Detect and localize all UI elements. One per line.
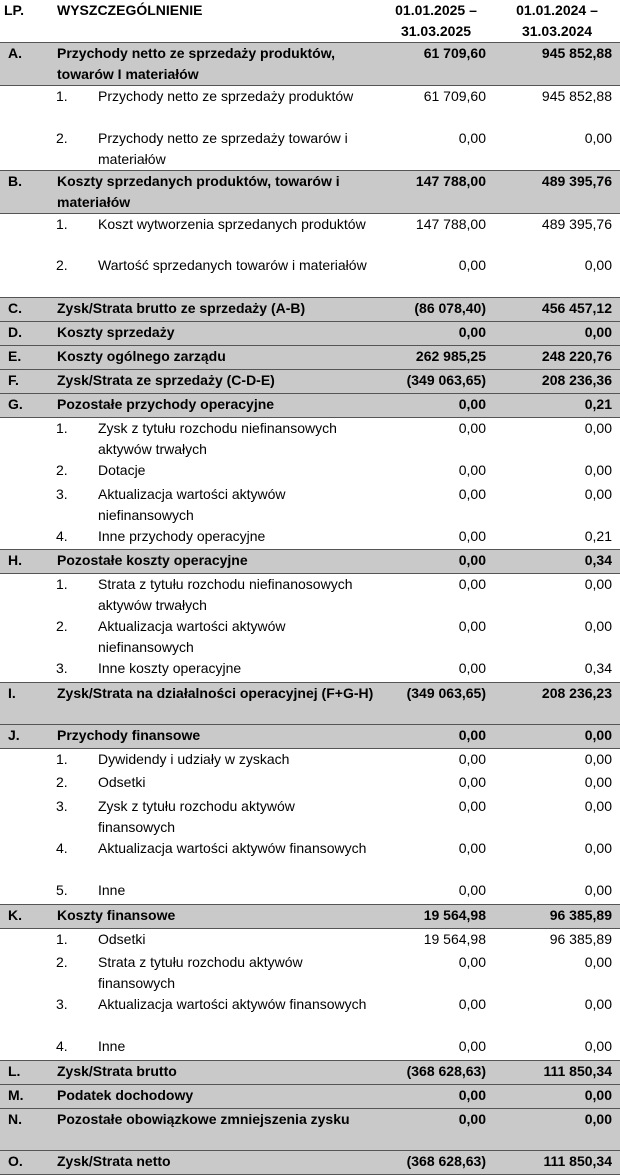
- section-row: [0, 321, 620, 345]
- row-lp: K.: [0, 904, 50, 928]
- row-description: Koszty finansowe: [50, 904, 378, 928]
- row-item-number: 3.: [56, 798, 68, 814]
- row-item-number: 1.: [56, 750, 68, 767]
- row-description: Zysk/Strata ze sprzedaży (C-D-E): [50, 369, 378, 393]
- row-description-cell: [50, 616, 378, 658]
- row-value-2024: 456 457,12: [494, 297, 620, 321]
- row-value-2024: 945 852,88: [541, 88, 612, 104]
- section-row: [0, 682, 620, 724]
- detail-row: [0, 952, 620, 994]
- row-description-cell: [50, 86, 378, 128]
- row-value-2024: 0,00: [584, 996, 612, 1012]
- row-value-2025: 0,00: [458, 1038, 486, 1054]
- detail-row: [0, 748, 620, 772]
- detail-row: [0, 928, 620, 952]
- row-lp: I.: [0, 682, 50, 724]
- row-value-2024: 0,34: [584, 660, 612, 676]
- row-item-number: 4.: [56, 1038, 68, 1054]
- row-value-2025: 19 564,98: [423, 930, 486, 947]
- row-value-2025: 0,00: [458, 882, 486, 898]
- row-description-cell: [50, 658, 378, 682]
- row-value-2025: 147 788,00: [415, 215, 486, 232]
- row-value-2024: 96 385,89: [494, 904, 620, 928]
- row-lp: G.: [0, 393, 50, 417]
- row-description-cell: [50, 748, 378, 772]
- row-description: Strata z tytułu rozchodu niefinanosowych aktywów trwałych: [98, 576, 353, 613]
- detail-row: [0, 1036, 620, 1060]
- row-description: Koszty sprzedaży: [50, 321, 378, 345]
- row-value-2024: 0,00: [584, 257, 612, 273]
- row-lp: M.: [0, 1084, 50, 1108]
- header-lp: LP.: [4, 2, 24, 18]
- row-lp: O.: [0, 1150, 50, 1174]
- row-value-2025: 0,00: [458, 750, 486, 767]
- row-item-number: 1.: [56, 576, 68, 592]
- row-item-number: 3.: [56, 660, 68, 676]
- row-lp-empty: [0, 838, 50, 880]
- row-value-2024: 0,00: [584, 419, 612, 436]
- row-value-2025: 0,00: [458, 129, 486, 146]
- section-row: [0, 1150, 620, 1174]
- row-lp-empty: [0, 796, 50, 838]
- section-row: [0, 550, 620, 574]
- row-lp-empty: [0, 417, 50, 460]
- row-lp-empty: [0, 1036, 50, 1060]
- row-description-cell: [50, 213, 378, 255]
- row-value-2025: 0,00: [458, 954, 486, 970]
- row-value-2024: 489 395,76: [494, 170, 620, 213]
- row-value-2025: 0,00: [458, 774, 486, 790]
- row-lp-empty: [0, 213, 50, 255]
- row-value-2024: 945 852,88: [494, 43, 620, 86]
- row-lp-empty: [0, 460, 50, 484]
- row-lp-empty: [0, 484, 50, 526]
- row-lp-empty: [0, 994, 50, 1036]
- row-value-2024: 96 385,89: [549, 930, 612, 947]
- row-value-2025: 0,00: [378, 1084, 494, 1108]
- row-lp: B.: [0, 170, 50, 213]
- row-description-cell: [50, 128, 378, 171]
- row-value-2024: 111 850,34: [494, 1150, 620, 1174]
- row-item-number: 2.: [56, 461, 68, 478]
- row-lp-empty: [0, 658, 50, 682]
- row-value-2024: 0,00: [494, 321, 620, 345]
- detail-row: [0, 128, 620, 171]
- detail-row: [0, 460, 620, 484]
- row-item-number: 2.: [56, 618, 68, 634]
- row-lp-empty: [0, 772, 50, 796]
- row-value-2024: 111 850,34: [494, 1060, 620, 1084]
- section-row: [0, 345, 620, 369]
- row-description: Przychody finansowe: [50, 724, 378, 748]
- detail-row: [0, 213, 620, 255]
- row-value-2025: 262 985,25: [378, 345, 494, 369]
- row-value-2025: 61 709,60: [423, 88, 486, 104]
- row-lp: E.: [0, 345, 50, 369]
- row-description: Zysk z tytułu rozchodu niefinansowych aktywów trwałych: [98, 419, 337, 457]
- row-description: Dotacje: [98, 461, 146, 478]
- row-description: Odsetki: [98, 774, 146, 790]
- row-description: Inne: [98, 882, 126, 898]
- row-description: Przychody netto ze sprzedaży produktów: [98, 88, 354, 104]
- row-description-cell: [50, 772, 378, 796]
- row-item-number: 3.: [56, 996, 68, 1012]
- section-row: [0, 1084, 620, 1108]
- row-description: Inne koszty operacyjne: [98, 660, 242, 676]
- row-value-2024: 0,00: [494, 1084, 620, 1108]
- row-description-cell: [50, 255, 378, 297]
- row-description-cell: [50, 928, 378, 952]
- header-period-2024-line1: 01.01.2024 –: [516, 2, 598, 18]
- row-lp: N.: [0, 1108, 50, 1150]
- row-lp-empty: [0, 748, 50, 772]
- row-value-2024: 0,00: [584, 618, 612, 634]
- row-value-2024: 248 220,76: [494, 345, 620, 369]
- row-value-2024: 0,00: [584, 485, 612, 502]
- row-description: Przychody netto ze sprzedaży produktów, towarów I materiałów: [50, 43, 378, 86]
- detail-row: [0, 838, 620, 880]
- row-description: Inne: [98, 1038, 126, 1054]
- section-row: [0, 369, 620, 393]
- row-description: Pozostałe obowiązkowe zmniejszenia zysku: [50, 1108, 378, 1150]
- header-period-2025: [378, 0, 494, 43]
- row-description: Zysk/Strata brutto ze sprzedaży (A-B): [50, 297, 378, 321]
- section-row: [0, 1108, 620, 1150]
- row-lp-empty: [0, 616, 50, 658]
- row-description: Aktualizacja wartości aktywów finansowych: [98, 996, 367, 1012]
- row-value-2024: 0,00: [584, 576, 612, 592]
- row-value-2025: (349 063,65): [378, 369, 494, 393]
- row-description: Zysk z tytułu rozchodu aktywów finansowych: [98, 798, 295, 835]
- row-description: Podatek dochodowy: [50, 1084, 378, 1108]
- section-row: [0, 1060, 620, 1084]
- row-description-cell: [50, 574, 378, 617]
- row-description-cell: [50, 484, 378, 526]
- row-description-cell: [50, 460, 378, 484]
- row-value-2025: 0,00: [458, 419, 486, 436]
- row-description: Dywidendy i udziały w zyskach: [98, 750, 290, 767]
- row-description: Koszty sprzedanych produktów, towarów i materiałów: [50, 170, 378, 213]
- detail-row: [0, 526, 620, 550]
- row-item-number: 5.: [56, 882, 68, 898]
- row-lp: C.: [0, 297, 50, 321]
- row-description: Inne przychody operacyjne: [98, 527, 266, 544]
- row-item-number: 2.: [56, 257, 68, 273]
- row-value-2025: 0,00: [458, 527, 486, 544]
- row-value-2025: (368 628,63): [378, 1150, 494, 1174]
- row-value-2024: 208 236,23: [494, 682, 620, 724]
- row-lp-empty: [0, 128, 50, 171]
- row-lp-empty: [0, 86, 50, 128]
- row-value-2024: 0,34: [494, 550, 620, 574]
- row-lp-empty: [0, 952, 50, 994]
- row-description: Aktualizacja wartości aktywów niefinansowych: [98, 618, 286, 655]
- row-value-2024: 0,21: [494, 393, 620, 417]
- row-value-2024: 0,00: [584, 798, 612, 814]
- row-lp-empty: [0, 574, 50, 617]
- section-row: [0, 297, 620, 321]
- row-description: Przychody netto ze sprzedaży towarów i materiałów: [98, 129, 348, 167]
- row-item-number: 3.: [56, 485, 68, 502]
- row-value-2024: 0,00: [584, 129, 612, 146]
- row-description: Wartość sprzedanych towarów i materiałów: [98, 257, 367, 273]
- row-item-number: 4.: [56, 840, 68, 856]
- row-lp: F.: [0, 369, 50, 393]
- row-lp-empty: [0, 880, 50, 904]
- row-value-2024: 489 395,76: [541, 215, 612, 232]
- row-item-number: 4.: [56, 527, 68, 544]
- row-value-2024: 0,21: [584, 527, 612, 544]
- row-description: Pozostałe koszty operacyjne: [50, 550, 378, 574]
- row-item-number: 1.: [56, 419, 68, 436]
- detail-row: [0, 772, 620, 796]
- section-row: [0, 43, 620, 86]
- table-header-row: [0, 0, 620, 43]
- detail-row: [0, 255, 620, 297]
- row-description-cell: [50, 994, 378, 1036]
- row-description: Zysk/Strata brutto: [50, 1060, 378, 1084]
- detail-row: [0, 658, 620, 682]
- detail-row: [0, 417, 620, 460]
- detail-row: [0, 86, 620, 128]
- row-description: Zysk/Strata netto: [50, 1150, 378, 1174]
- row-value-2025: 0,00: [458, 485, 486, 502]
- row-description: Pozostałe przychody operacyjne: [50, 393, 378, 417]
- section-row: [0, 170, 620, 213]
- row-value-2025: 0,00: [378, 550, 494, 574]
- row-value-2025: (368 628,63): [378, 1060, 494, 1084]
- row-description: Aktualizacja wartości aktywów finansowych: [98, 840, 367, 856]
- row-description-cell: [50, 526, 378, 550]
- row-lp: H.: [0, 550, 50, 574]
- row-value-2025: 0,00: [378, 393, 494, 417]
- detail-row: [0, 574, 620, 617]
- row-description: Zysk/Strata na działalności operacyjnej (F+G-H): [50, 682, 378, 724]
- row-item-number: 1.: [56, 215, 68, 232]
- row-description: Strata z tytułu rozchodu aktywów finansowych: [98, 954, 303, 991]
- row-description: Odsetki: [98, 930, 146, 947]
- row-item-number: 2.: [56, 129, 68, 146]
- row-lp: J.: [0, 724, 50, 748]
- row-item-number: 2.: [56, 954, 68, 970]
- detail-row: [0, 796, 620, 838]
- row-lp: L.: [0, 1060, 50, 1084]
- row-description-cell: [50, 1036, 378, 1060]
- row-description-cell: [50, 838, 378, 880]
- row-value-2025: 0,00: [458, 660, 486, 676]
- row-value-2024: 0,00: [494, 1108, 620, 1150]
- row-description-cell: [50, 952, 378, 994]
- row-value-2025: 0,00: [378, 724, 494, 748]
- row-value-2025: 0,00: [458, 840, 486, 856]
- detail-row: [0, 994, 620, 1036]
- header-period-2024-line2: 31.03.2024: [521, 23, 593, 39]
- row-value-2025: 0,00: [458, 257, 486, 273]
- header-period-2025-line1: 01.01.2025 –: [395, 2, 477, 18]
- detail-row: [0, 484, 620, 526]
- row-description-cell: [50, 880, 378, 904]
- row-value-2024: 0,00: [584, 750, 612, 767]
- header-period-2024: [494, 0, 620, 43]
- section-row: [0, 393, 620, 417]
- row-item-number: 1.: [56, 88, 68, 104]
- row-value-2025: 0,00: [458, 996, 486, 1012]
- row-description-cell: [50, 417, 378, 460]
- row-value-2024: 0,00: [584, 954, 612, 970]
- row-value-2025: 0,00: [458, 576, 486, 592]
- detail-row: [0, 880, 620, 904]
- row-item-number: 1.: [56, 930, 68, 947]
- row-value-2025: (86 078,40): [378, 297, 494, 321]
- row-value-2024: 208 236,36: [494, 369, 620, 393]
- detail-row: [0, 616, 620, 658]
- row-description: Koszt wytworzenia sprzedanych produktów: [98, 215, 366, 232]
- table-body: [0, 43, 620, 1175]
- row-value-2025: 61 709,60: [378, 43, 494, 86]
- row-value-2024: 0,00: [584, 1038, 612, 1054]
- row-description-cell: [50, 796, 378, 838]
- section-row: [0, 904, 620, 928]
- row-value-2024: 0,00: [584, 461, 612, 478]
- row-value-2024: 0,00: [584, 882, 612, 898]
- row-value-2025: 19 564,98: [378, 904, 494, 928]
- row-lp: D.: [0, 321, 50, 345]
- row-value-2025: 0,00: [378, 321, 494, 345]
- row-value-2025: 0,00: [458, 798, 486, 814]
- header-description: WYSZCZEGÓLNIENIE: [57, 2, 203, 18]
- row-value-2025: 147 788,00: [378, 170, 494, 213]
- row-description: Koszty ogólnego zarządu: [50, 345, 378, 369]
- row-value-2025: (349 063,65): [378, 682, 494, 724]
- section-row: [0, 724, 620, 748]
- row-lp: A.: [0, 43, 50, 86]
- row-item-number: 2.: [56, 774, 68, 790]
- row-value-2025: 0,00: [458, 618, 486, 634]
- row-value-2024: 0,00: [584, 774, 612, 790]
- row-value-2024: 0,00: [584, 840, 612, 856]
- row-lp-empty: [0, 526, 50, 550]
- row-value-2025: 0,00: [378, 1108, 494, 1150]
- row-value-2024: 0,00: [494, 724, 620, 748]
- header-period-2025-line2: 31.03.2025: [400, 23, 472, 39]
- row-value-2025: 0,00: [458, 461, 486, 478]
- row-description: Aktualizacja wartości aktywów niefinansowych: [98, 485, 286, 523]
- row-lp-empty: [0, 928, 50, 952]
- row-lp-empty: [0, 255, 50, 297]
